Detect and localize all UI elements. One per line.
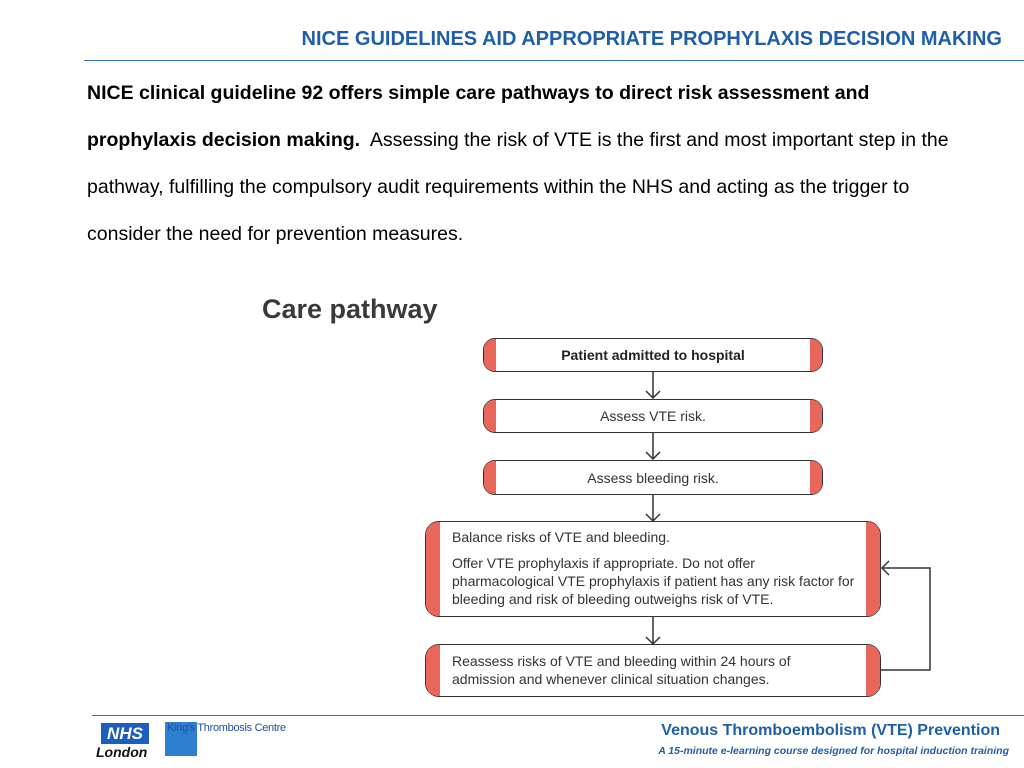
footer-divider — [92, 715, 1024, 716]
step-assess-vte-risk — [483, 399, 823, 433]
intro-body-text: Assessing the risk of VTE is the first and most important step in the pathway, fulfilling the compulsory audit requirements within the NHS and acting as the trigger to consider the need for prevention measures. — [87, 129, 949, 245]
step-reassess-risks — [425, 644, 881, 697]
feedback-loop — [880, 568, 930, 670]
intro-bold-text: NICE clinical guideline 92 offers simple care pathways to direct risk assessment and prophylaxis decision making. — [87, 82, 870, 151]
nhs-region-label: London — [96, 744, 148, 760]
step-patient-admitted — [483, 338, 823, 372]
care-pathway-title: Care pathway — [262, 294, 438, 324]
step-assess-vte-risk-label: Assess VTE risk. — [600, 408, 706, 424]
page-title: NICE GUIDELINES AID APPROPRIATE PROPHYLAXIS DECISION MAKING — [301, 28, 1002, 50]
step-assess-bleeding-risk — [483, 460, 823, 495]
step-balance-risks-detail: Offer VTE prophylaxis if appropriate. Do not offer pharmacological VTE prophylaxis if patient has any risk factor for bleeding and risk of bleeding outweighs risk of VTE. — [452, 555, 855, 607]
step-balance-risks-heading: Balance risks of VTE and bleeding. — [452, 529, 670, 545]
step-balance-risks — [425, 521, 881, 617]
kings-thrombosis-centre-label: King's Thrombosis Centre — [167, 722, 286, 734]
step-reassess-risks-label: Reassess risks of VTE and bleeding within 24 hours of admission and whenever clinical situation changes. — [452, 653, 791, 687]
course-subtitle: A 15-minute e-learning course designed for hospital induction training — [658, 745, 1009, 757]
step-assess-bleeding-risk-label: Assess bleeding risk. — [587, 469, 719, 486]
step-patient-admitted-label: Patient admitted to hospital — [561, 347, 745, 363]
course-title: Venous Thromboembolism (VTE) Prevention — [661, 722, 1000, 739]
nhs-logo: NHS — [101, 723, 149, 744]
